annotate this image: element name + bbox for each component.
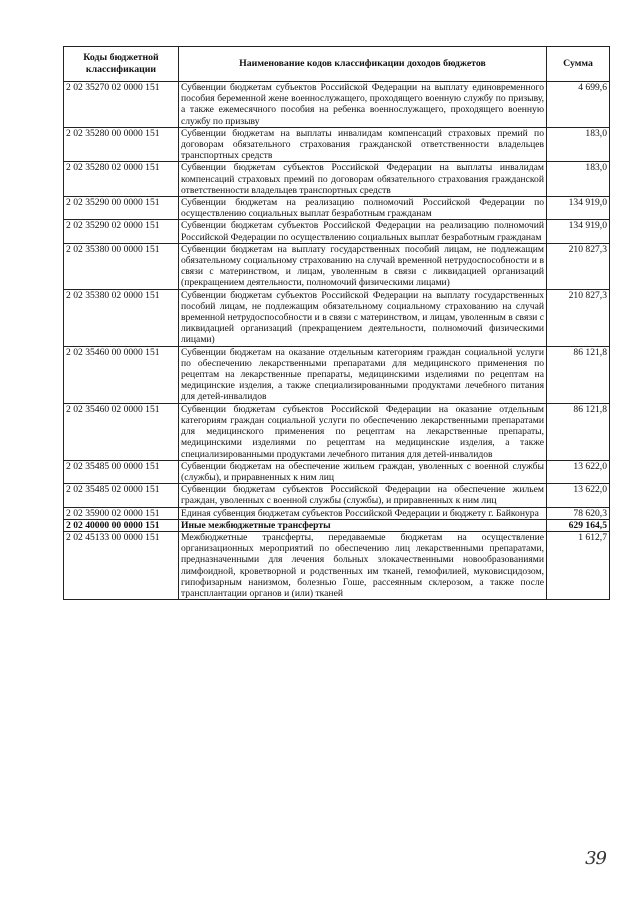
page-number: 39 bbox=[585, 848, 606, 869]
code-cell: 2 02 35485 00 0000 151 bbox=[64, 460, 179, 483]
code-cell: 2 02 35270 02 0000 151 bbox=[64, 82, 179, 128]
code-cell: 2 02 35280 02 0000 151 bbox=[64, 162, 179, 197]
header-code: Коды бюджетной классификации bbox=[64, 47, 179, 82]
table-row bbox=[64, 162, 610, 197]
sum-cell: 86 121,8 bbox=[547, 403, 610, 460]
name-cell: Субвенции бюджетам субъектов Российской Федерации на выплаты инвалидам компенсаций страховых премий по договорам обязательного страхования гражданской ответственности владельцев транспортных средств bbox=[179, 162, 547, 197]
table-row bbox=[64, 220, 610, 243]
table-row bbox=[64, 82, 610, 128]
sum-cell: 629 164,5 bbox=[547, 519, 610, 531]
name-cell: Иные межбюджетные трансферты bbox=[179, 519, 547, 531]
sum-cell: 13 622,0 bbox=[547, 460, 610, 483]
code-cell: 2 02 35485 02 0000 151 bbox=[64, 484, 179, 507]
name-cell: Субвенции бюджетам субъектов Российской Федерации на оказание отдельным категориям граждан социальной услуги по обеспечению лекарственными препаратами для медицинского применения по рецептам на лекарственные препараты, медицинскими изделиями по рецептам на медицинские изделия, а также специализированными продуктами лечебного питания для детей-инвалидов bbox=[179, 403, 547, 460]
code-cell: 2 02 45133 00 0000 151 bbox=[64, 531, 179, 599]
table-row bbox=[64, 484, 610, 507]
code-cell: 2 02 35280 00 0000 151 bbox=[64, 127, 179, 162]
sum-cell: 134 919,0 bbox=[547, 220, 610, 243]
code-cell: 2 02 35380 02 0000 151 bbox=[64, 289, 179, 346]
code-cell: 2 02 35290 02 0000 151 bbox=[64, 220, 179, 243]
name-cell: Субвенции бюджетам на выплаты инвалидам компенсаций страховых премий по договорам обязательного страхования гражданской ответственности владельцев транспортных средств bbox=[179, 127, 547, 162]
table-row bbox=[64, 243, 610, 289]
name-cell: Субвенции бюджетам субъектов Российской Федерации на обеспечение жильем граждан, уволенных с военной службы (службы), и приравненных к ним лиц bbox=[179, 484, 547, 507]
table-row bbox=[64, 531, 610, 599]
table-body bbox=[64, 82, 610, 600]
name-cell: Субвенции бюджетам на обеспечение жильем граждан, уволенных с военной службы (службы), и приравненных к ним лиц bbox=[179, 460, 547, 483]
sum-cell: 210 827,3 bbox=[547, 243, 610, 289]
name-cell: Субвенции бюджетам субъектов Российской Федерации на выплату единовременного пособия беременной жене военнослужащего, проходящего военную службу по призыву, а также ежемесячного пособия на ребенка военнослужащего, проходящего военную службу по призыву bbox=[179, 82, 547, 128]
sum-cell: 78 620,3 bbox=[547, 507, 610, 519]
budget-table bbox=[63, 46, 610, 600]
name-cell: Субвенции бюджетам на оказание отдельным категориям граждан социальной услуги по обеспечению лекарственными препаратами для медицинского применения по рецептам на лекарственные препараты, медицинскими изделиями по рецептам на медицинские изделия, а также специализированными продуктами лечебного питания для детей-инвалидов bbox=[179, 346, 547, 403]
name-cell: Субвенции бюджетам субъектов Российской Федерации на реализацию полномочий Российской Федерации по осуществлению социальных выплат безработным гражданам bbox=[179, 220, 547, 243]
table-row bbox=[64, 403, 610, 460]
header-sum: Сумма bbox=[547, 47, 610, 82]
sum-cell: 183,0 bbox=[547, 127, 610, 162]
table-row bbox=[64, 197, 610, 220]
sum-cell: 4 699,6 bbox=[547, 82, 610, 128]
name-cell: Субвенции бюджетам субъектов Российской Федерации на выплату государственных пособий лицам, не подлежащим обязательному социальному страхованию на случай временной нетрудоспособности и в связи с материнством, и лицам, уволенным в связи с ликвидацией организаций (прекращением деятельности, полномочий физическими лицами) bbox=[179, 289, 547, 346]
table-row bbox=[64, 346, 610, 403]
table-row bbox=[64, 519, 610, 531]
code-cell: 2 02 40000 00 0000 151 bbox=[64, 519, 179, 531]
table-row bbox=[64, 460, 610, 483]
sum-cell: 134 919,0 bbox=[547, 197, 610, 220]
name-cell: Единая субвенция бюджетам субъектов Российской Федерации и бюджету г. Байконура bbox=[179, 507, 547, 519]
name-cell: Межбюджетные трансферты, передаваемые бюджетам на осуществление организационных мероприятий по обеспечению лиц лекарственными препаратами, предназначенными для лечения больных злокачественными новообразованиями лимфоидной, кроветворной и родственных им тканей, гемофилией, муковисцидозом, гипофизарным нанизмом, болезнью Гоше, рассеянным склерозом, а также после трансплантации органов и (или) тканей bbox=[179, 531, 547, 599]
code-cell: 2 02 35460 02 0000 151 bbox=[64, 403, 179, 460]
code-cell: 2 02 35380 00 0000 151 bbox=[64, 243, 179, 289]
name-cell: Субвенции бюджетам на выплату государственных пособий лицам, не подлежащим обязательному социальному страхованию на случай временной нетрудоспособности и в связи с материнством, и лицам, уволенным в связи с ликвидацией организаций (прекращением деятельности, полномочий физическими лицами) bbox=[179, 243, 547, 289]
code-cell: 2 02 35900 02 0000 151 bbox=[64, 507, 179, 519]
sum-cell: 210 827,3 bbox=[547, 289, 610, 346]
sum-cell: 86 121,8 bbox=[547, 346, 610, 403]
sum-cell: 183,0 bbox=[547, 162, 610, 197]
table-header-row bbox=[64, 47, 610, 82]
sum-cell: 1 612,7 bbox=[547, 531, 610, 599]
table-row bbox=[64, 507, 610, 519]
name-cell: Субвенции бюджетам на реализацию полномочий Российской Федерации по осуществлению социальных выплат безработным гражданам bbox=[179, 197, 547, 220]
code-cell: 2 02 35290 00 0000 151 bbox=[64, 197, 179, 220]
sum-cell: 13 622,0 bbox=[547, 484, 610, 507]
table-row bbox=[64, 127, 610, 162]
header-name: Наименование кодов классификации доходов бюджетов bbox=[179, 47, 547, 82]
table-row bbox=[64, 289, 610, 346]
code-cell: 2 02 35460 00 0000 151 bbox=[64, 346, 179, 403]
